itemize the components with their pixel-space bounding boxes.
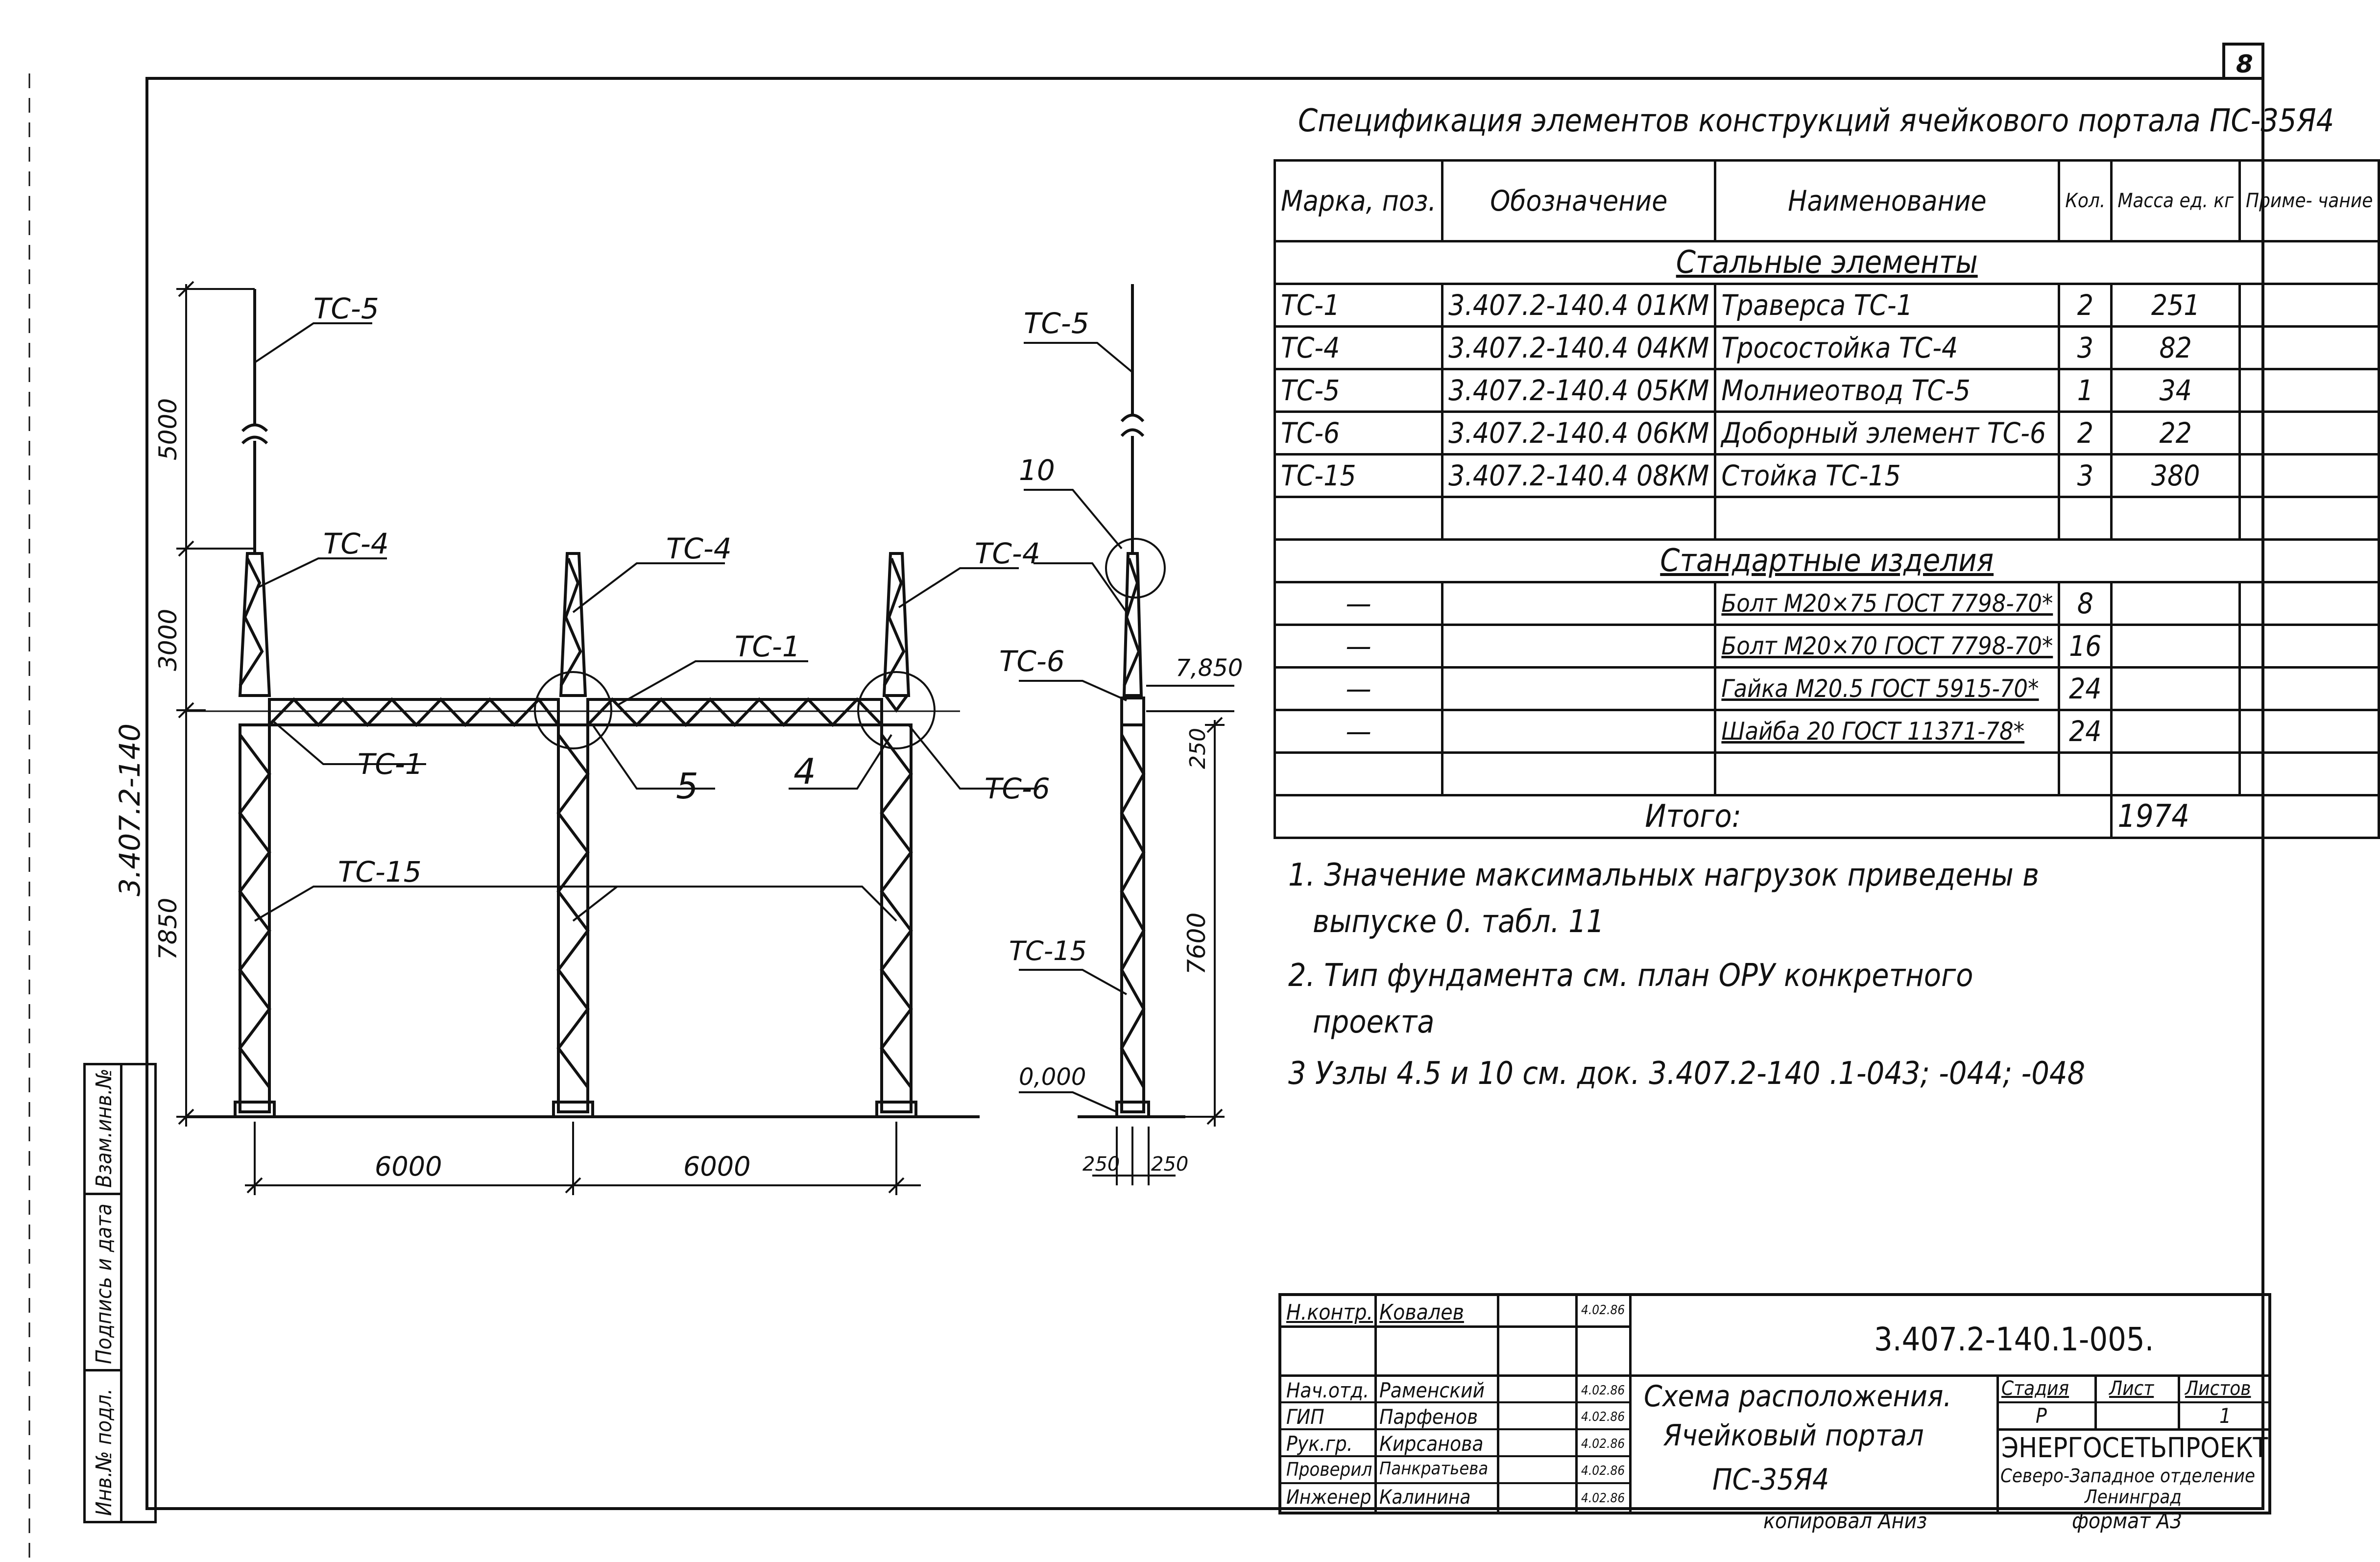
- cell-mass: 380: [2112, 455, 2240, 497]
- cell-note: [2240, 412, 2379, 455]
- table-row: [1275, 668, 2379, 710]
- label-ts1-top: ТС-1: [735, 630, 800, 663]
- label-ts15: ТС-15: [338, 855, 422, 889]
- cell-qty: 2: [2059, 412, 2112, 455]
- cell-mark: ТС-4: [1275, 327, 1442, 369]
- cell-mark: —: [1275, 710, 1442, 753]
- total-value: 1974: [2112, 795, 2379, 838]
- cell-designation: 3.407.2-140.4 01КМ: [1442, 284, 1715, 327]
- copied-by: копировал Аниз: [1763, 1509, 1927, 1534]
- cell-mark: ТС-15: [1275, 455, 1442, 497]
- note-3: 3 Узлы 4.5 и 10 см. док. 3.407.2-140 .1-043; -044; -048: [1288, 1056, 2086, 1092]
- dim-250-side: 250: [1185, 728, 1210, 769]
- spec-title: Спецификация элементов конструкций ячейкового портала ПС-35Я4: [1298, 103, 2334, 139]
- header-name: Наименование: [1715, 161, 2059, 241]
- cell-designation: 3.407.2-140.4 04КМ: [1442, 327, 1715, 369]
- side-inv: Инв.№ подл.: [92, 1388, 117, 1516]
- cell-name: Гайка М20.5 ГОСТ 5915-70*: [1715, 668, 2059, 710]
- note-1b: выпуске 0. табл. 11: [1313, 904, 1605, 940]
- dim-7850: 7850: [154, 897, 182, 960]
- label-ts5-left: ТС-5: [313, 292, 379, 325]
- title-line-2: Ячейковый портал: [1663, 1418, 1924, 1453]
- name-gip: Парфенов: [1379, 1405, 1478, 1429]
- section-standard: Стандартные изделия: [1275, 540, 2379, 582]
- role-proveril: Проверил: [1286, 1459, 1372, 1480]
- empty-row: [1275, 753, 2379, 795]
- format-label: формат А3: [2072, 1509, 2183, 1534]
- cell-name: Шайба 20 ГОСТ 11371-78*: [1715, 710, 2059, 753]
- sheet-number: 8: [2236, 50, 2253, 78]
- cell-designation: 3.407.2-140.4 05КМ: [1442, 369, 1715, 412]
- title-line-1: Схема расположения.: [1644, 1379, 1952, 1414]
- table-row: [1275, 455, 2379, 497]
- cell-qty: 24: [2059, 710, 2112, 753]
- table-row: [1275, 284, 2379, 327]
- empty-row: [1275, 497, 2379, 540]
- section-steel: Стальные элементы: [1275, 241, 2379, 284]
- cell-designation: 3.407.2-140.4 08КМ: [1442, 455, 1715, 497]
- cell-qty: 16: [2059, 625, 2112, 668]
- header-mass: Масса ед. кг: [2112, 161, 2240, 241]
- cell-qty: 3: [2059, 455, 2112, 497]
- header-note: Приме- чание: [2240, 161, 2379, 241]
- header-designation: Обозначение: [1442, 161, 1715, 241]
- role-ruk-gr: Рук.гр.: [1286, 1432, 1353, 1456]
- cell-note: [2240, 327, 2379, 369]
- cell-mass: 82: [2112, 327, 2240, 369]
- cell-mark: ТС-1: [1275, 284, 1442, 327]
- date-nkontr: 4.02.86: [1581, 1303, 1625, 1318]
- label-side-ts5: ТС-5: [1024, 307, 1089, 340]
- name-inzhener: Калинина: [1379, 1486, 1471, 1509]
- role-gip: ГИП: [1286, 1405, 1324, 1429]
- dim-7600: 7600: [1182, 912, 1211, 975]
- name-proveril: Панкратьева: [1379, 1459, 1489, 1479]
- spec-table: [1274, 159, 2380, 839]
- date-inzhener: 4.02.86: [1581, 1491, 1625, 1506]
- stage-header: Стадия: [2001, 1377, 2069, 1400]
- role-nach-otd: Нач.отд.: [1286, 1378, 1370, 1402]
- leader-lines: [255, 323, 1038, 921]
- label-node-5: 5: [676, 766, 698, 807]
- label-ts4-left: ТС-4: [323, 527, 389, 560]
- note-2a: 2. Тип фундамента см. план ОРУ конкретного: [1288, 958, 1973, 994]
- cell-mass: 251: [2112, 284, 2240, 327]
- cell-note: [2240, 369, 2379, 412]
- name-ruk-gr: Кирсанова: [1379, 1432, 1484, 1456]
- side-vzam: Взам.инв.№: [92, 1068, 117, 1188]
- portal-peaks: [240, 289, 909, 696]
- cell-note: [2240, 455, 2379, 497]
- cell-mark: —: [1275, 625, 1442, 668]
- cell-mass: 34: [2112, 369, 2240, 412]
- dim-span-2: 6000: [683, 1151, 751, 1182]
- role-inzhener: Инженер: [1286, 1486, 1371, 1509]
- label-side-ts6: ТС-6: [999, 645, 1065, 678]
- label-side-10: 10: [1019, 454, 1055, 487]
- cell-designation: 3.407.2-140.4 06КМ: [1442, 412, 1715, 455]
- org-city: Ленинград: [2085, 1486, 2182, 1508]
- name-nach-otd: Раменский: [1379, 1378, 1485, 1402]
- date-proveril: 4.02.86: [1581, 1464, 1625, 1478]
- sheets-header: Листов: [2185, 1377, 2251, 1400]
- total-row: [1275, 795, 2379, 838]
- cell-name: Стойка ТС-15: [1715, 455, 2059, 497]
- cell-name: Доборный элемент ТС-6: [1715, 412, 2059, 455]
- dim-5000: 5000: [154, 398, 182, 460]
- table-row: [1275, 412, 2379, 455]
- cell-qty: 1: [2059, 369, 2112, 412]
- date-ruk-gr: 4.02.86: [1581, 1437, 1625, 1451]
- note-2b: проекта: [1313, 1004, 1435, 1040]
- label-ts4-mid: ТС-4: [666, 532, 732, 565]
- header-mark: Марка, поз.: [1275, 161, 1442, 241]
- cell-qty: 24: [2059, 668, 2112, 710]
- table-row: [1275, 369, 2379, 412]
- org-department: Северо-Западное отделение: [2000, 1465, 2256, 1487]
- cell-qty: 3: [2059, 327, 2112, 369]
- org-name: ЭНЕРГОСЕТЬПРОЕКТ: [2001, 1432, 2268, 1464]
- date-gip: 4.02.86: [1581, 1410, 1625, 1424]
- cell-mark: ТС-6: [1275, 412, 1442, 455]
- label-side-ts15: ТС-15: [1009, 936, 1087, 966]
- label-ts4-right: ТС-4: [975, 537, 1040, 570]
- cell-name: Тросостойка ТС-4: [1715, 327, 2059, 369]
- cell-qty: 8: [2059, 582, 2112, 625]
- sheets-value: 1: [2219, 1404, 2232, 1428]
- cell-mark: —: [1275, 582, 1442, 625]
- dim-elev-top: 7,850: [1176, 654, 1243, 682]
- total-label: Итого:: [1275, 795, 2112, 838]
- sheet-header: Лист: [2109, 1377, 2154, 1400]
- cell-name: Траверса ТС-1: [1715, 284, 2059, 327]
- side-strip: [83, 1063, 157, 1523]
- title-block: [1278, 1293, 2271, 1514]
- dim-250-left: 250: [1082, 1153, 1120, 1176]
- cell-mark: ТС-5: [1275, 369, 1442, 412]
- portal-truss: [186, 672, 960, 748]
- cell-name: Болт М20×70 ГОСТ 7798-70*: [1715, 625, 2059, 668]
- dim-span-1: 6000: [375, 1151, 442, 1182]
- stage-value: Р: [2036, 1404, 2047, 1428]
- cell-qty: 2: [2059, 284, 2112, 327]
- table-row: [1275, 710, 2379, 753]
- cell-mark: —: [1275, 668, 1442, 710]
- cell-name: Болт М20×75 ГОСТ 7798-70*: [1715, 582, 2059, 625]
- table-row: [1275, 582, 2379, 625]
- cell-mass: 22: [2112, 412, 2240, 455]
- vertical-code: 3.407.2-140: [113, 723, 146, 896]
- doc-code: 3.407.2-140.1-005.: [1874, 1321, 2154, 1358]
- name-nkontr: Ковалев: [1379, 1300, 1464, 1325]
- date-nach-otd: 4.02.86: [1581, 1383, 1625, 1398]
- table-row: [1275, 625, 2379, 668]
- header-qty: Кол.: [2059, 161, 2112, 241]
- role-nkontr: Н.контр.: [1286, 1300, 1373, 1325]
- note-1a: 1. Значение максимальных нагрузок приведены в: [1288, 857, 2040, 893]
- label-node-4: 4: [793, 751, 816, 792]
- label-ts6: ТС-6: [985, 772, 1050, 805]
- cell-note: [2240, 284, 2379, 327]
- table-row: [1275, 327, 2379, 369]
- dim-250-right: 250: [1151, 1153, 1189, 1176]
- side-sign: Подпись и дата: [92, 1203, 117, 1364]
- dim-elev-zero: 0,000: [1019, 1063, 1086, 1091]
- dim-3000: 3000: [154, 608, 182, 671]
- label-ts1-bottom: ТС-1: [358, 747, 423, 781]
- title-line-3: ПС-35Я4: [1712, 1463, 1829, 1497]
- cell-name: Молниеотвод ТС-5: [1715, 369, 2059, 412]
- side-view: [1106, 284, 1165, 1117]
